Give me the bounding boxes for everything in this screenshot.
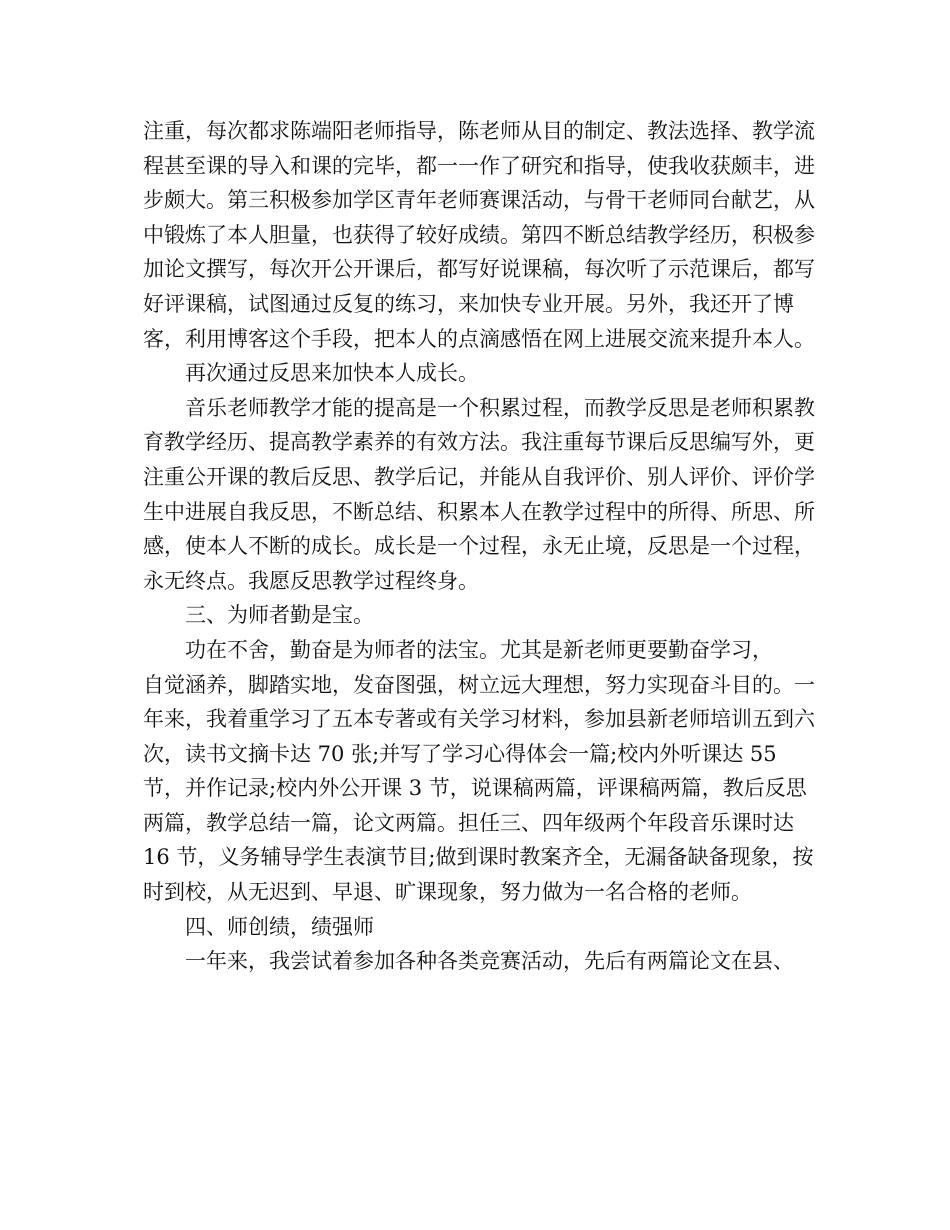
- section-heading-diligence: 三、为师者勤是宝。: [185, 603, 374, 628]
- paragraph-diligence-body: 自觉涵养，脚踏实地，发奋图强，树立远大理想，努力实现奋斗目的。一年来，我着重学习了五本专著或有关学习材料，参加县新老师培训五到六次，读书文摘卡达 70 张;并写了学习心得体会一篇;校内外听课达 55 节，并作记录;校内外公开课 3 节，说课稿两篇，评课稿两篇，教后反思两篇，教学总结一篇，论文两篇。担任三、四年级两个年段音乐课时达 16 节，义务辅导学生表演节目;做到课时教案齐全，无漏备缺备现象，按时到校，从无迟到、早退、旷课现象，努力做为一名合格的老师。: [143, 672, 815, 905]
- document-body: [143, 114, 823, 979]
- paragraph-reflection-heading: 再次通过反思来加快本人成长。: [185, 361, 479, 386]
- paragraph-continuation: 注重，每次都求陈端阳老师指导，陈老师从目的制定、教法选择、教学流程甚至课的导入和课的完毕，都一一作了研究和指导，使我收获颇丰，进步颇大。第三积极参加学区青年老师赛课活动，与骨干老师同台献艺，从中锻炼了本人胆量，也获得了较好成绩。第四不断总结教学经历，积极参加论文撰写，每次开公开课后，都写好说课稿，每次听了示范课后，都写好评课稿，试图通过反复的练习，来加快专业开展。另外，我还开了博客，利用博客这个手段，把本人的点滴感悟在网上进展交流来提升本人。: [143, 119, 815, 351]
- section-heading-achievements: 四、师创绩，绩强师: [185, 914, 374, 939]
- paragraph-achievements-body: 一年来，我尝试着参加各种各类竞赛活动，先后有两篇论文在县、: [185, 949, 794, 974]
- paragraph-reflection-body: 音乐老师教学才能的提高是一个积累过程，而教学反思是老师积累教育教学经历、提高教学素养的有效方法。我注重每节课后反思编写外，更注重公开课的教后反思、教学后记，并能从自我评价、别人评价、评价学生中进展自我反思，不断总结、积累本人在教学过程中的所得、所思、所感，使本人不断的成长。成长是一个过程，永无止境，反思是一个过程，永无终点。我愿反思教学过程终身。: [143, 395, 815, 593]
- paragraph-diligence-intro: 功在不舍，勤奋是为师者的法宝。尤其是新老师更要勤奋学习，: [185, 637, 773, 662]
